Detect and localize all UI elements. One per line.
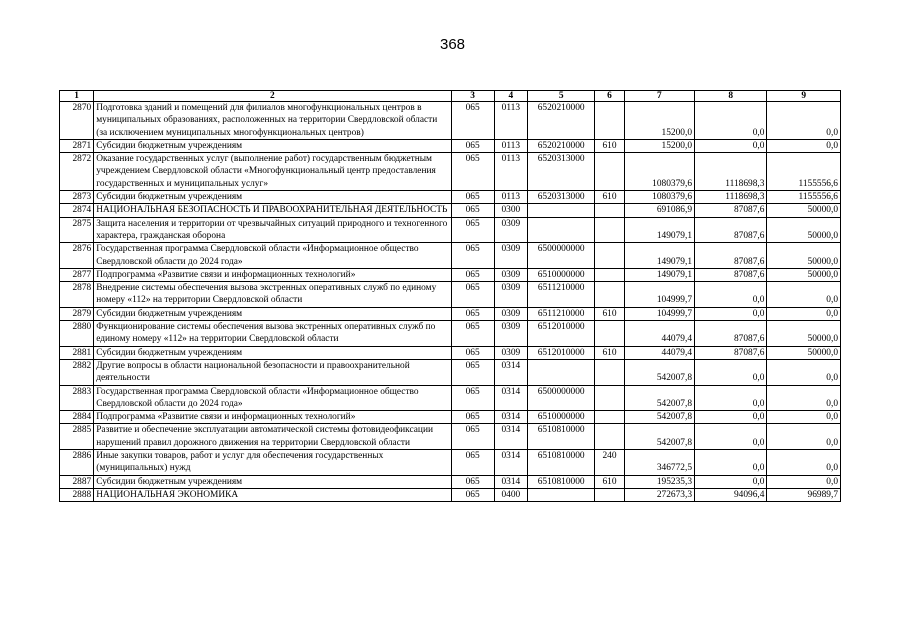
row-name-cell: Субсидии бюджетным учреждениям <box>94 191 451 204</box>
table-row <box>60 139 841 152</box>
row-section-code-cell: 0309 <box>494 321 527 347</box>
row-name-cell: Функционирование системы обеспечения вызова экстренных оперативных служб по единому номеру «112» на территории Свердловской области <box>94 321 451 347</box>
table-row <box>60 153 841 191</box>
row-expense-type-cell <box>595 411 624 424</box>
row-name-cell: Субсидии бюджетным учреждениям <box>94 307 451 320</box>
row-expense-type-cell: 240 <box>595 450 624 476</box>
row-amount-2-cell: 87087,6 <box>695 268 767 281</box>
row-expense-type-cell <box>595 243 624 269</box>
row-section-code-cell: 0113 <box>494 191 527 204</box>
row-amount-3-cell: 50000,0 <box>767 204 841 217</box>
row-number-cell: 2873 <box>60 191 94 204</box>
row-expense-type-cell <box>595 217 624 243</box>
row-section-code-cell: 0314 <box>494 411 527 424</box>
row-amount-3-cell: 0,0 <box>767 385 841 411</box>
row-amount-1-cell: 44079,4 <box>624 321 694 347</box>
row-admin-code-cell: 065 <box>451 217 494 243</box>
table-row <box>60 217 841 243</box>
row-amount-2-cell: 0,0 <box>695 475 767 488</box>
row-target-code-cell <box>527 217 594 243</box>
row-expense-type-cell <box>595 102 624 140</box>
row-expense-type-cell: 610 <box>595 346 624 359</box>
row-amount-1-cell: 1080379,6 <box>624 153 694 191</box>
row-amount-1-cell: 149079,1 <box>624 217 694 243</box>
table-row <box>60 243 841 269</box>
table-row <box>60 282 841 308</box>
table-row <box>60 424 841 450</box>
row-section-code-cell: 0309 <box>494 346 527 359</box>
row-amount-2-cell: 87087,6 <box>695 346 767 359</box>
row-amount-3-cell: 50000,0 <box>767 346 841 359</box>
row-section-code-cell: 0314 <box>494 385 527 411</box>
row-expense-type-cell <box>595 153 624 191</box>
row-admin-code-cell: 065 <box>451 102 494 140</box>
row-amount-2-cell: 0,0 <box>695 411 767 424</box>
row-target-code-cell: 6510810000 <box>527 450 594 476</box>
row-amount-1-cell: 15200,0 <box>624 139 694 152</box>
row-section-code-cell: 0309 <box>494 307 527 320</box>
row-amount-3-cell: 0,0 <box>767 359 841 385</box>
row-amount-3-cell: 0,0 <box>767 424 841 450</box>
header-col-3: 3 <box>451 91 494 102</box>
row-amount-3-cell: 0,0 <box>767 307 841 320</box>
row-name-cell: НАЦИОНАЛЬНАЯ БЕЗОПАСНОСТЬ И ПРАВООХРАНИТЕЛЬНАЯ ДЕЯТЕЛЬНОСТЬ <box>94 204 451 217</box>
header-col-9: 9 <box>767 91 841 102</box>
row-expense-type-cell <box>595 359 624 385</box>
row-amount-1-cell: 691086,9 <box>624 204 694 217</box>
row-section-code-cell: 0113 <box>494 102 527 140</box>
row-name-cell: Подпрограмма «Развитие связи и информационных технологий» <box>94 411 451 424</box>
row-target-code-cell: 6520210000 <box>527 102 594 140</box>
row-name-cell: Субсидии бюджетным учреждениям <box>94 346 451 359</box>
table-row <box>60 475 841 488</box>
row-number-cell: 2884 <box>60 411 94 424</box>
table-row <box>60 102 841 140</box>
row-target-code-cell <box>527 359 594 385</box>
table-header-row <box>60 91 841 102</box>
row-admin-code-cell: 065 <box>451 359 494 385</box>
row-number-cell: 2888 <box>60 488 94 501</box>
row-section-code-cell: 0314 <box>494 475 527 488</box>
budget-table <box>59 90 841 502</box>
row-expense-type-cell <box>595 282 624 308</box>
row-amount-1-cell: 104999,7 <box>624 282 694 308</box>
page-number: 368 <box>439 36 466 53</box>
row-target-code-cell: 6500000000 <box>527 385 594 411</box>
row-target-code-cell: 6510810000 <box>527 424 594 450</box>
header-col-6: 6 <box>595 91 624 102</box>
row-amount-2-cell: 0,0 <box>695 307 767 320</box>
row-number-cell: 2880 <box>60 321 94 347</box>
row-expense-type-cell <box>595 268 624 281</box>
row-amount-1-cell: 149079,1 <box>624 243 694 269</box>
table-row <box>60 385 841 411</box>
table-row <box>60 359 841 385</box>
row-admin-code-cell: 065 <box>451 268 494 281</box>
row-admin-code-cell: 065 <box>451 321 494 347</box>
row-target-code-cell: 6511210000 <box>527 307 594 320</box>
row-name-cell: Подпрограмма «Развитие связи и информационных технологий» <box>94 268 451 281</box>
table-row <box>60 411 841 424</box>
table-row <box>60 321 841 347</box>
row-name-cell: Другие вопросы в области национальной безопасности и правоохранительной деятельности <box>94 359 451 385</box>
row-amount-1-cell: 272673,3 <box>624 488 694 501</box>
row-section-code-cell: 0309 <box>494 282 527 308</box>
row-expense-type-cell: 610 <box>595 475 624 488</box>
row-amount-2-cell: 0,0 <box>695 139 767 152</box>
row-admin-code-cell: 065 <box>451 424 494 450</box>
row-number-cell: 2883 <box>60 385 94 411</box>
row-amount-3-cell: 50000,0 <box>767 268 841 281</box>
row-amount-1-cell: 104999,7 <box>624 307 694 320</box>
row-amount-1-cell: 542007,8 <box>624 424 694 450</box>
row-amount-3-cell: 50000,0 <box>767 243 841 269</box>
table-row <box>60 307 841 320</box>
row-number-cell: 2886 <box>60 450 94 476</box>
row-section-code-cell: 0113 <box>494 139 527 152</box>
row-amount-2-cell: 1118698,3 <box>695 191 767 204</box>
row-number-cell: 2885 <box>60 424 94 450</box>
row-section-code-cell: 0314 <box>494 450 527 476</box>
row-expense-type-cell <box>595 321 624 347</box>
table-row <box>60 191 841 204</box>
row-number-cell: 2870 <box>60 102 94 140</box>
row-amount-3-cell: 1155556,6 <box>767 191 841 204</box>
row-amount-3-cell: 50000,0 <box>767 217 841 243</box>
row-number-cell: 2872 <box>60 153 94 191</box>
row-admin-code-cell: 065 <box>451 307 494 320</box>
row-section-code-cell: 0309 <box>494 268 527 281</box>
row-number-cell: 2887 <box>60 475 94 488</box>
table-row <box>60 346 841 359</box>
table-row <box>60 450 841 476</box>
row-expense-type-cell <box>595 424 624 450</box>
row-admin-code-cell: 065 <box>451 243 494 269</box>
row-admin-code-cell: 065 <box>451 450 494 476</box>
row-target-code-cell <box>527 488 594 501</box>
row-amount-1-cell: 149079,1 <box>624 268 694 281</box>
table-body <box>60 102 841 502</box>
row-amount-3-cell: 0,0 <box>767 282 841 308</box>
row-amount-2-cell: 0,0 <box>695 102 767 140</box>
row-number-cell: 2881 <box>60 346 94 359</box>
row-amount-3-cell: 0,0 <box>767 450 841 476</box>
row-amount-2-cell: 87087,6 <box>695 321 767 347</box>
row-name-cell: Оказание государственных услуг (выполнение работ) государственным бюджетным учреждением Свердловской области «Многофункциональный центр предоставления государственных и муниципальных услуг» <box>94 153 451 191</box>
row-amount-1-cell: 195235,3 <box>624 475 694 488</box>
row-expense-type-cell <box>595 204 624 217</box>
row-target-code-cell: 6520313000 <box>527 153 594 191</box>
row-amount-2-cell: 87087,6 <box>695 217 767 243</box>
row-target-code-cell: 6511210000 <box>527 282 594 308</box>
row-name-cell: Развитие и обеспечение эксплуатации автоматической системы фотовидеофиксации нарушений правил дорожного движения на территории Свердловской области <box>94 424 451 450</box>
row-admin-code-cell: 065 <box>451 475 494 488</box>
row-amount-1-cell: 15200,0 <box>624 102 694 140</box>
header-col-8: 8 <box>695 91 767 102</box>
row-admin-code-cell: 065 <box>451 385 494 411</box>
row-section-code-cell: 0314 <box>494 424 527 450</box>
row-expense-type-cell <box>595 488 624 501</box>
row-number-cell: 2878 <box>60 282 94 308</box>
table-row <box>60 204 841 217</box>
row-number-cell: 2875 <box>60 217 94 243</box>
row-target-code-cell: 6510000000 <box>527 268 594 281</box>
row-number-cell: 2874 <box>60 204 94 217</box>
row-section-code-cell: 0309 <box>494 217 527 243</box>
row-admin-code-cell: 065 <box>451 411 494 424</box>
row-admin-code-cell: 065 <box>451 153 494 191</box>
header-col-7: 7 <box>624 91 694 102</box>
row-amount-3-cell: 50000,0 <box>767 321 841 347</box>
row-amount-3-cell: 0,0 <box>767 411 841 424</box>
row-name-cell: Государственная программа Свердловской области «Информационное общество Свердловской области до 2024 года» <box>94 243 451 269</box>
row-expense-type-cell: 610 <box>595 307 624 320</box>
table-row <box>60 268 841 281</box>
row-target-code-cell: 6512010000 <box>527 321 594 347</box>
row-amount-1-cell: 542007,8 <box>624 359 694 385</box>
row-amount-3-cell: 0,0 <box>767 139 841 152</box>
row-amount-3-cell: 0,0 <box>767 475 841 488</box>
row-name-cell: НАЦИОНАЛЬНАЯ ЭКОНОМИКА <box>94 488 451 501</box>
row-admin-code-cell: 065 <box>451 488 494 501</box>
row-target-code-cell <box>527 204 594 217</box>
row-amount-2-cell: 0,0 <box>695 385 767 411</box>
row-amount-2-cell: 87087,6 <box>695 243 767 269</box>
row-admin-code-cell: 065 <box>451 282 494 308</box>
row-number-cell: 2876 <box>60 243 94 269</box>
row-name-cell: Субсидии бюджетным учреждениям <box>94 139 451 152</box>
row-target-code-cell: 6512010000 <box>527 346 594 359</box>
row-amount-2-cell: 1118698,3 <box>695 153 767 191</box>
row-target-code-cell: 6520313000 <box>527 191 594 204</box>
header-col-4: 4 <box>494 91 527 102</box>
row-section-code-cell: 0400 <box>494 488 527 501</box>
row-name-cell: Иные закупки товаров, работ и услуг для обеспечения государственных (муниципальных) нужд <box>94 450 451 476</box>
row-name-cell: Субсидии бюджетным учреждениям <box>94 475 451 488</box>
row-section-code-cell: 0309 <box>494 243 527 269</box>
header-col-1: 1 <box>60 91 94 102</box>
header-col-5: 5 <box>527 91 594 102</box>
row-name-cell: Государственная программа Свердловской области «Информационное общество Свердловской области до 2024 года» <box>94 385 451 411</box>
row-amount-2-cell: 87087,6 <box>695 204 767 217</box>
row-amount-2-cell: 0,0 <box>695 282 767 308</box>
row-name-cell: Защита населения и территории от чрезвычайных ситуаций природного и техногенного характера, гражданская оборона <box>94 217 451 243</box>
table-row <box>60 488 841 501</box>
row-amount-2-cell: 0,0 <box>695 359 767 385</box>
row-section-code-cell: 0300 <box>494 204 527 217</box>
row-name-cell: Внедрение системы обеспечения вызова экстренных оперативных служб по единому номеру «112» на территории Свердловской области <box>94 282 451 308</box>
row-amount-1-cell: 346772,5 <box>624 450 694 476</box>
row-admin-code-cell: 065 <box>451 191 494 204</box>
row-section-code-cell: 0113 <box>494 153 527 191</box>
row-number-cell: 2879 <box>60 307 94 320</box>
row-amount-3-cell: 0,0 <box>767 102 841 140</box>
row-target-code-cell: 6510000000 <box>527 411 594 424</box>
row-amount-2-cell: 0,0 <box>695 424 767 450</box>
row-admin-code-cell: 065 <box>451 204 494 217</box>
row-number-cell: 2871 <box>60 139 94 152</box>
row-admin-code-cell: 065 <box>451 346 494 359</box>
row-number-cell: 2882 <box>60 359 94 385</box>
row-amount-1-cell: 1080379,6 <box>624 191 694 204</box>
row-name-cell: Подготовка зданий и помещений для филиалов многофункциональных центров в муниципальных образованиях, расположенных на территории Свердловской области (за исключением муниципальных многофункциональных центров) <box>94 102 451 140</box>
row-amount-2-cell: 0,0 <box>695 450 767 476</box>
row-amount-1-cell: 44079,4 <box>624 346 694 359</box>
row-target-code-cell: 6520210000 <box>527 139 594 152</box>
row-expense-type-cell <box>595 385 624 411</box>
row-admin-code-cell: 065 <box>451 139 494 152</box>
row-amount-3-cell: 96989,7 <box>767 488 841 501</box>
row-expense-type-cell: 610 <box>595 139 624 152</box>
row-number-cell: 2877 <box>60 268 94 281</box>
row-amount-1-cell: 542007,8 <box>624 385 694 411</box>
row-amount-3-cell: 1155556,6 <box>767 153 841 191</box>
row-target-code-cell: 6510810000 <box>527 475 594 488</box>
row-amount-1-cell: 542007,8 <box>624 411 694 424</box>
row-target-code-cell: 6500000000 <box>527 243 594 269</box>
row-amount-2-cell: 94096,4 <box>695 488 767 501</box>
row-section-code-cell: 0314 <box>494 359 527 385</box>
row-expense-type-cell: 610 <box>595 191 624 204</box>
header-col-2: 2 <box>94 91 451 102</box>
